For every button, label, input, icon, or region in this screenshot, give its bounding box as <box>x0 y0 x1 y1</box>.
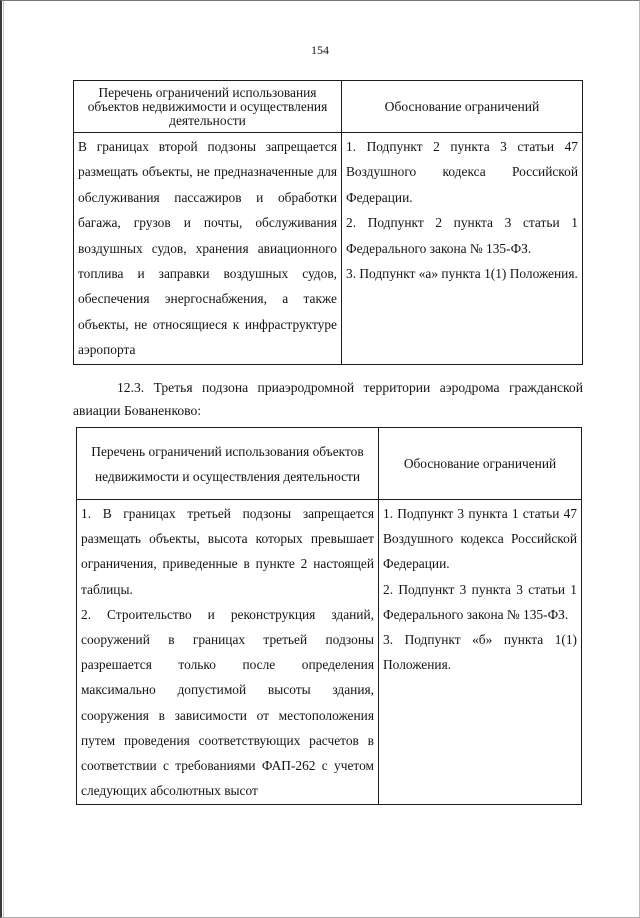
restrictions-table-second-subzone <box>73 80 583 365</box>
section-paragraph: 12.3. Третья подзона приаэродромной территории аэродрома гражданской авиации Бованенково: <box>73 380 583 418</box>
page-number: 154 <box>311 43 329 57</box>
restriction-item: 2. Строительство и реконструкция зданий, сооружений в границах третьей подзоны разрешается только после определения максимально допустимой высоты здания, сооружения в зависимости от местоположения путем проведения соответствующих расчетов в соответствии с требованиями ФАП-262 с учетом следующих абсолютных высот <box>81 606 374 799</box>
table-row <box>74 133 583 365</box>
restriction-basis <box>342 133 583 365</box>
restriction-text: В границах второй подзоны запрещается размещать объекты, не предназначенные для обслуживания пассажиров и обработки багажа, грузов и почты, обслуживания воздушных судов, хранения авиационного топлива и заправки воздушных судов, обеспечения энергоснабжения, а также объекты, не относящиеся к инфраструктуре аэропорта <box>74 133 342 365</box>
restriction-basis <box>379 500 582 805</box>
scan-edge-line <box>3 0 4 918</box>
header-restrictions-basis: Обоснование ограничений <box>379 428 582 500</box>
restriction-text <box>77 500 379 805</box>
basis-item: 3. Подпункт «б» пункта 1(1) Положения. <box>383 632 577 673</box>
header-restrictions-list: Перечень ограничений использования объектов недвижимости и осуществления деятельности <box>77 428 379 500</box>
restriction-item: 1. В границах третьей подзоны запрещается размещать объекты, высота которых превышает ограничения, приведенные в пункте 2 настоящей таблицы. <box>81 506 374 597</box>
restrictions-table-third-subzone <box>76 427 582 805</box>
header-restrictions-basis: Обоснование ограничений <box>342 81 583 133</box>
table-header-row <box>77 428 582 500</box>
basis-item: 1. Подпункт 2 пункта 3 статьи 47 Воздушного кодекса Российской Федерации. <box>346 139 578 205</box>
table-row <box>77 500 582 805</box>
table-header-row <box>74 81 583 133</box>
basis-item: 1. Подпункт 3 пункта 1 статьи 47 Воздушного кодекса Российской Федерации. <box>383 506 577 572</box>
basis-item: 3. Подпункт «а» пункта 1(1) Положения. <box>346 266 578 282</box>
header-restrictions-list: Перечень ограничений использования объектов недвижимости и осуществления деятельности <box>74 81 342 133</box>
basis-item: 2. Подпункт 3 пункта 3 статьи 1 Федерального закона № 135-ФЗ. <box>383 581 577 622</box>
basis-item: 2. Подпункт 2 пункта 3 статьи 1 Федерального закона № 135-ФЗ. <box>346 215 578 256</box>
